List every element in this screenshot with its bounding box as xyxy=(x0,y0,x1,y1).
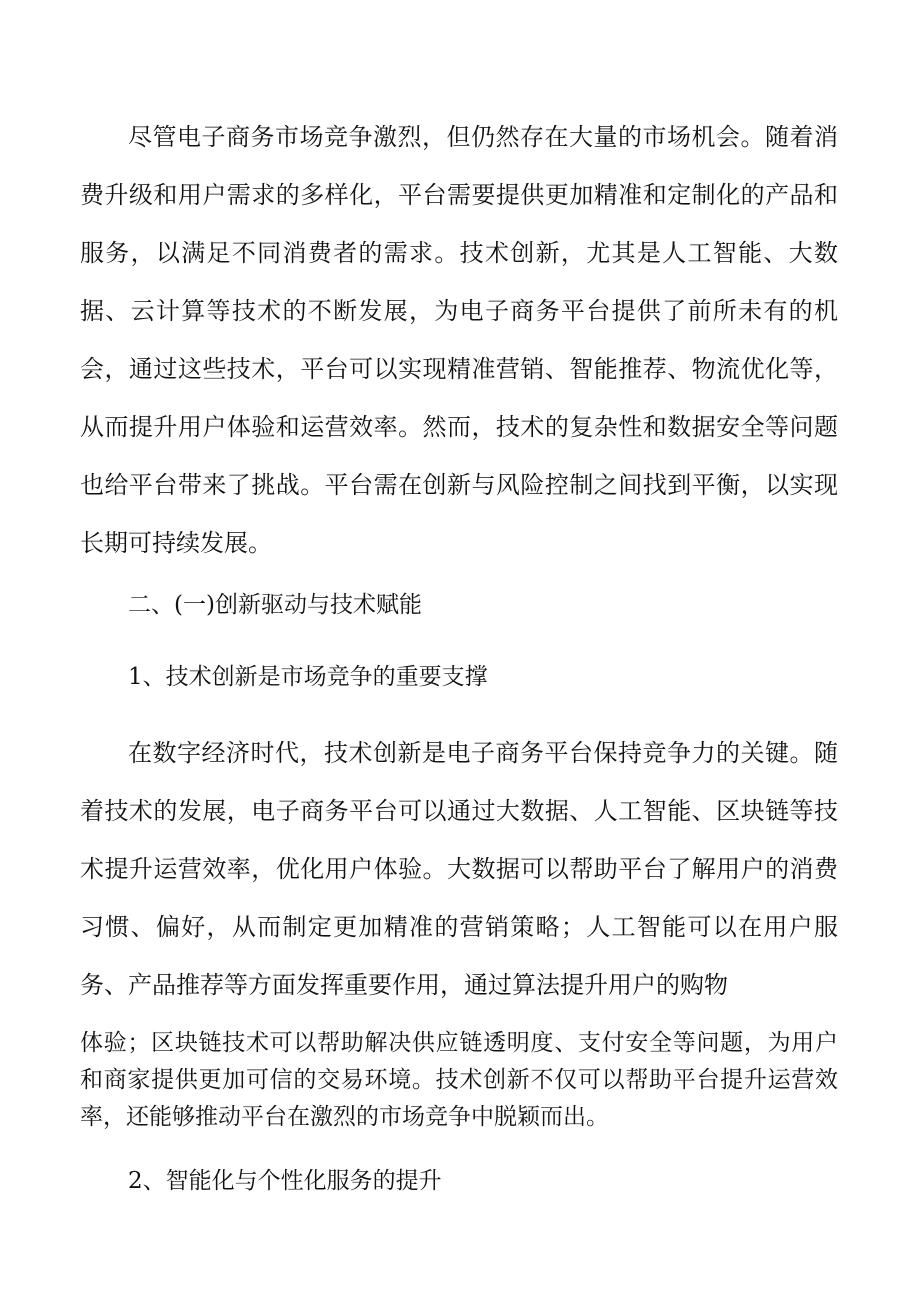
body-paragraph: 尽管电子商务市场竞争激烈，但仍然存在大量的市场机会。随着消费升级和用户需求的多样化，平台需要提供更加精准和定制化的产品和服务，以满足不同消费者的需求。技术创新，尤其是人工智能、大数据、云计算等技术的不断发展，为电子商务平台提供了前所未有的机会，通过这些技术，平台可以实现精准营销、智能推荐、物流优化等，从而提升用户体验和运营效率。然而，技术的复杂性和数据安全等问题也给平台带来了挑战。平台需在创新与风险控制之间找到平衡，以实现长期可持续发展。 xyxy=(80,123,838,557)
body-paragraph: 在数字经济时代，技术创新是电子商务平台保持竞争力的关键。随着技术的发展，电子商务平台可以通过大数据、人工智能、区块链等技术提升运营效率，优化用户体验。大数据可以帮助平台了解用户的消费习惯、偏好，从而制定更加精准的营销策略；人工智能可以在用户服务、产品推荐等方面发挥重要作用，通过算法提升用户的购物 xyxy=(80,739,838,999)
subsection-heading: 1、技术创新是市场竞争的重要支撑 xyxy=(128,664,488,690)
body-paragraph-continued: 体验；区块链技术可以帮助解决供应链透明度、支付安全等问题，为用户和商家提供更加可信的交易环境。技术创新不仅可以帮助平台提升运营效率，还能够推动平台在激烈的市场竞争中脱颖而出。 xyxy=(80,1030,838,1130)
subsection-heading: 2、智能化与个性化服务的提升 xyxy=(128,1168,442,1194)
section-heading: 二、(一)创新驱动与技术赋能 xyxy=(128,592,422,618)
